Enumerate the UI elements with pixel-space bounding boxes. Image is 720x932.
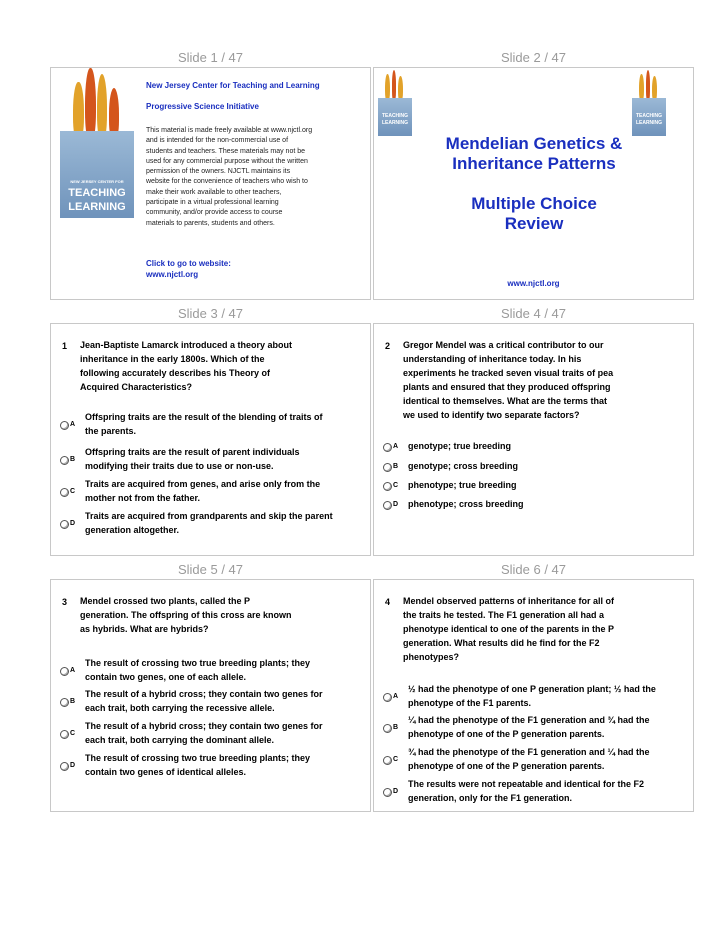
answer-option-c[interactable]: C The result of a hybrid cross; they contain two genes for each trait, both carrying the dominant allele. <box>60 719 370 749</box>
slide-1-label: Slide 1 / 47 <box>177 50 244 65</box>
answer-option-a[interactable]: A The result of crossing two true breeding plants; they contain two genes, one of each allele. <box>60 656 370 686</box>
slide-4-thumbnail[interactable] <box>373 323 694 556</box>
answer-option-c[interactable]: C ¾ had the phenotype of the F1 generation and ¼ had the phenotype of one of the P generation parents. <box>383 745 693 775</box>
radio-button[interactable] <box>60 762 69 771</box>
njctl-logo-small-left: TEACHING LEARNING <box>378 74 412 136</box>
answer-option-c[interactable]: C Traits are acquired from genes, and arise only from the mother not from the father. <box>60 477 370 507</box>
program-name: Progressive Science Initiative <box>146 102 259 111</box>
presentation-subtitle: Multiple Choice Review <box>471 194 597 233</box>
answer-option-b[interactable]: B ¼ had the phenotype of the F1 generation and ¾ had the phenotype of one of the P generation parents. <box>383 713 693 743</box>
radio-button[interactable] <box>60 730 69 739</box>
answer-option-d[interactable]: D The results were not repeatable and identical for the F2 generation, only for the F1 generation. <box>383 777 693 807</box>
radio-button[interactable] <box>383 788 392 797</box>
question-text: Mendel observed patterns of inheritance for all of the traits he tested. The F1 generation all had a phenotype identical to one of the parents in the P generation. What results did he find for the F2 phenotypes? <box>403 596 615 662</box>
njctl-logo-small-right: TEACHING LEARNING <box>632 74 666 136</box>
radio-button[interactable] <box>60 667 69 676</box>
question-text: Mendel crossed two plants, called the P generation. The offspring of this cross are known as hybrids. What are hybrids? <box>80 596 292 634</box>
slide-5-thumbnail[interactable] <box>50 579 371 812</box>
radio-button[interactable] <box>383 756 392 765</box>
slide-3-thumbnail[interactable] <box>50 323 371 556</box>
slide-6-label: Slide 6 / 47 <box>500 562 567 577</box>
question-number: 4 <box>385 597 391 607</box>
website-url[interactable]: www.njctl.org <box>507 279 560 288</box>
answer-option-b[interactable]: B The result of a hybrid cross; they contain two genes for each trait, both carrying the recessive allele. <box>60 687 370 717</box>
radio-button[interactable] <box>60 421 69 430</box>
radio-button[interactable] <box>383 463 392 472</box>
license-text: This material is made freely available at www.njctl.org and is intended for the non-commercial use of students and teachers. These materials may not be used for any commercial purpose without the written permission of the owners. NJCTL maintains its website for the convenience of teachers who wish to make their work available to other teachers, participate in a virtual professional learning community, and/or provide access to course materials to parents, students and others. <box>146 127 313 227</box>
slide-4-label: Slide 4 / 47 <box>500 306 567 321</box>
answer-option-a[interactable]: A ½ had the phenotype of one P generation plant; ½ had the phenotype of the F1 parents. <box>383 682 693 712</box>
radio-button[interactable] <box>60 698 69 707</box>
answer-option-c[interactable]: C phenotype; true breeding <box>383 478 693 494</box>
answer-option-d[interactable]: D The result of crossing two true breeding plants; they contain two genes of identical alleles. <box>60 751 370 781</box>
radio-button[interactable] <box>60 456 69 465</box>
question-text: Jean-Baptiste Lamarck introduced a theory about inheritance in the early 1800s. Which of the following accurately describes his Theory of Acquired Characteristics? <box>80 340 293 392</box>
presentation-title: Mendelian Genetics & Inheritance Patterns <box>445 134 623 173</box>
answer-option-b[interactable]: B genotype; cross breeding <box>383 459 693 475</box>
answer-option-a[interactable]: A Offspring traits are the result of the blending of traits of the parents. <box>60 410 370 440</box>
radio-button[interactable] <box>60 520 69 529</box>
slide-3-label: Slide 3 / 47 <box>177 306 244 321</box>
radio-button[interactable] <box>60 488 69 497</box>
answer-option-a[interactable]: A genotype; true breeding <box>383 439 693 455</box>
question-text: Gregor Mendel was a critical contributor to our understanding of inheritance today. In his experiments he tracked seven visual traits of pea plants and ensured that they produced offspring identical to themselves. What are the terms that we used to identify two separate factors? <box>403 340 614 420</box>
radio-button[interactable] <box>383 724 392 733</box>
answer-option-b[interactable]: B Offspring traits are the result of parent individuals modifying their traits due to use or non-use. <box>60 445 370 475</box>
slide-2-thumbnail[interactable] <box>373 67 694 300</box>
answer-option-d[interactable]: D Traits are acquired from grandparents and skip the parent generation altogether. <box>60 509 370 539</box>
website-link[interactable]: Click to go to website: www.njctl.org <box>146 259 231 279</box>
answer-option-d[interactable]: D phenotype; cross breeding <box>383 497 693 513</box>
njctl-logo: NEW JERSEY CENTER FOR TEACHING LEARNING <box>60 78 134 218</box>
slide-6-thumbnail[interactable] <box>373 579 694 812</box>
slide-1-thumbnail[interactable] <box>50 67 371 300</box>
question-number: 3 <box>62 597 68 607</box>
radio-button[interactable] <box>383 693 392 702</box>
radio-button[interactable] <box>383 443 392 452</box>
radio-button[interactable] <box>383 482 392 491</box>
slide-2-label: Slide 2 / 47 <box>500 50 567 65</box>
org-name: New Jersey Center for Teaching and Learning <box>146 81 320 90</box>
slide-5-label: Slide 5 / 47 <box>177 562 244 577</box>
question-number: 1 <box>62 341 68 351</box>
question-number: 2 <box>385 341 391 351</box>
radio-button[interactable] <box>383 501 392 510</box>
